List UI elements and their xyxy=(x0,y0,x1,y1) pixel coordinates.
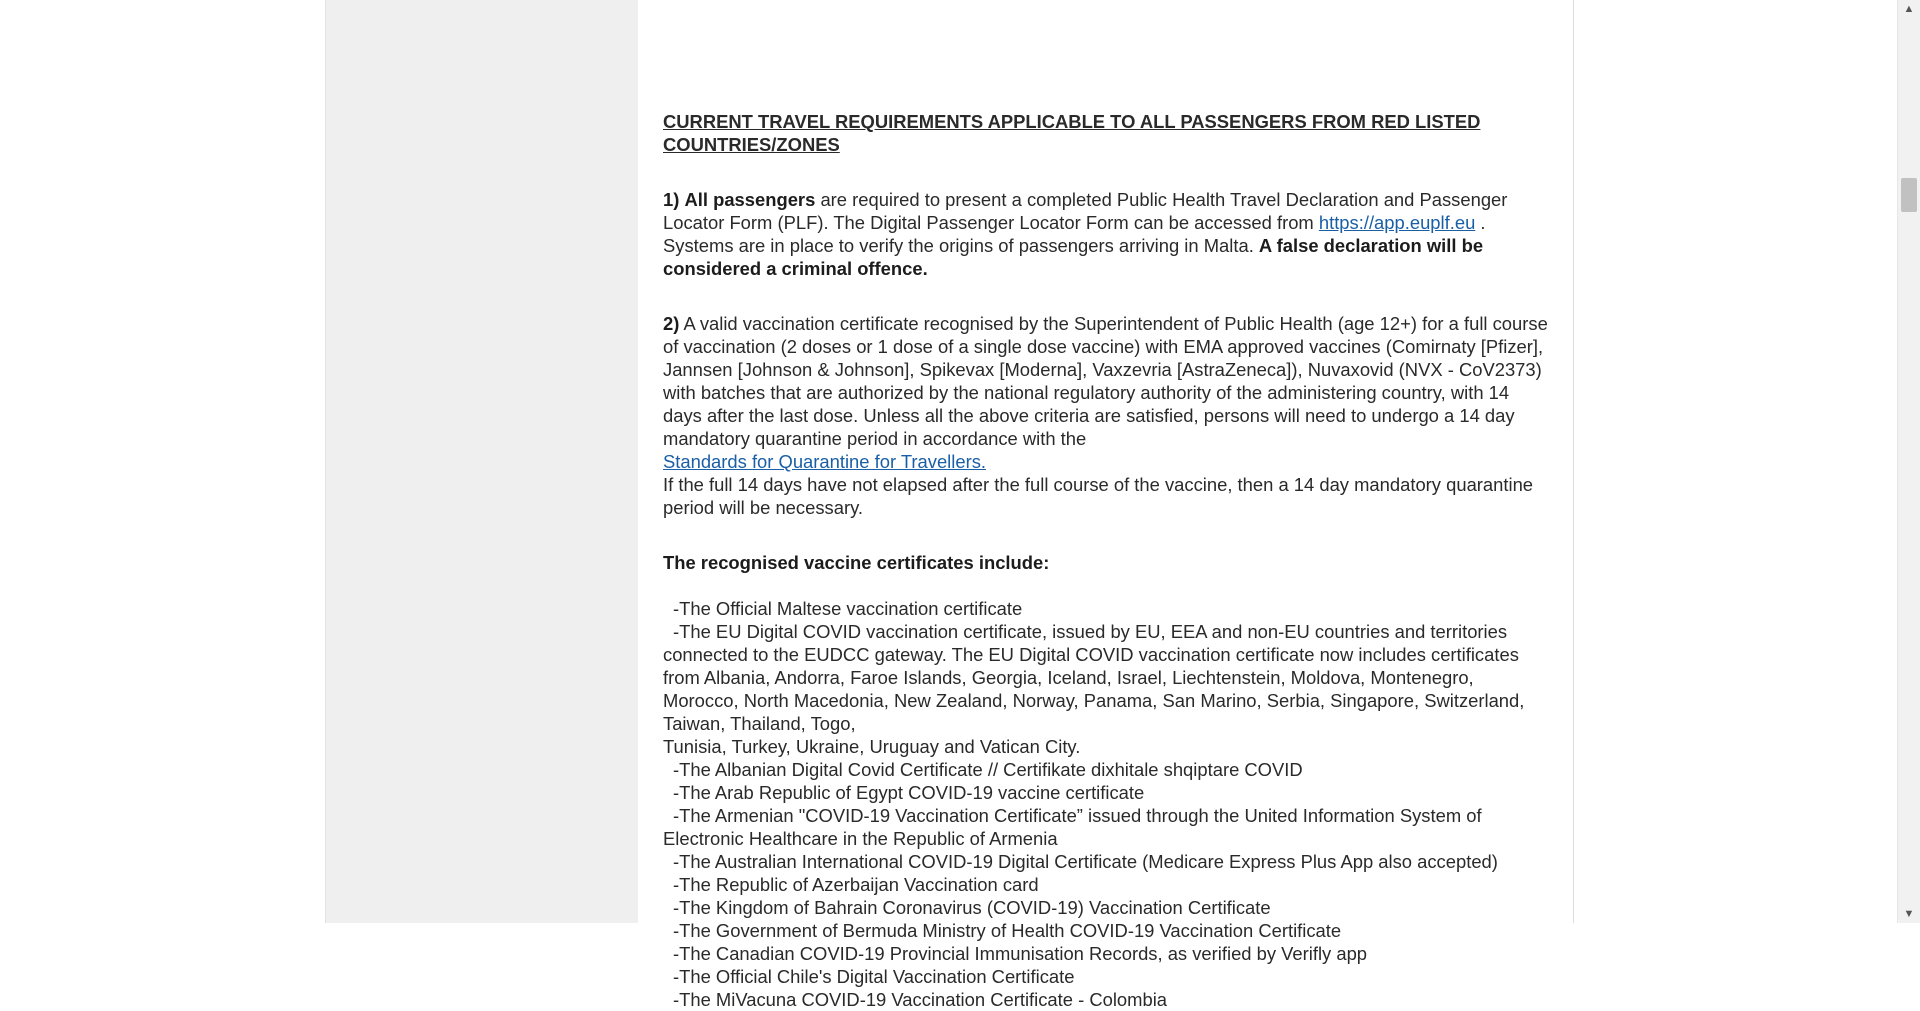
quarantine-standards-line xyxy=(663,450,1553,473)
vertical-scrollbar[interactable] xyxy=(1897,0,1920,923)
euplf-link[interactable]: https://app.euplf.eu xyxy=(1318,212,1476,233)
certificates-heading xyxy=(663,551,1553,574)
scrollbar-thumb[interactable] xyxy=(1901,178,1917,212)
requirement-1-warning: A false declaration will be considered a criminal offence. xyxy=(663,235,1484,279)
requirement-1-text: are required to present a completed Public Health Travel Declaration and Passenger Locator Form (PLF). The Digital Passenger Locator Form can be accessed from xyxy=(663,189,1508,233)
list-item: -The Armenian "COVID-19 Vaccination Certificate” issued through the United Information System of Electronic Healthcare in the Republic of Armenia xyxy=(663,805,1482,849)
scroll-up-arrow-icon[interactable]: ▲ xyxy=(1903,3,1915,15)
requirement-2 xyxy=(663,312,1553,450)
list-item: -The Arab Republic of Egypt COVID-19 vaccine certificate xyxy=(673,782,1145,803)
list-item: -The Kingdom of Bahrain Coronavirus (COVID-19) Vaccination Certificate xyxy=(673,897,1271,918)
section-heading: CURRENT TRAVEL REQUIREMENTS APPLICABLE TO ALL PASSENGERS FROM RED LISTED COUNTRIES/ZONES xyxy=(663,111,1481,155)
requirement-2-number: 2) xyxy=(663,313,680,334)
list-item: -The Albanian Digital Covid Certificate // Certifikate dixhitale shqiptare COVID xyxy=(673,759,1303,780)
certificates-heading-text: The recognised vaccine certificates include: xyxy=(663,552,1050,573)
list-item: -The EU Digital COVID vaccination certificate, issued by EU, EEA and non-EU countries and territories connected to the EUDCC gateway. The EU Digital COVID vaccination certificate now includes certificates from Albania, Andorra, Faroe Islands, Georgia, Iceland, Israel, Liechtenstein, Moldova, Montenegro, Morocco, North Macedonia, New Zealand, Norway, Panama, San Marino, Serbia, Singapore, Switzerland, Taiwan, Thailand, Togo, xyxy=(663,621,1525,734)
list-item: -The Government of Bermuda Ministry of Health COVID-19 Vaccination Certificate xyxy=(673,920,1342,941)
left-side-panel xyxy=(325,0,639,923)
list-item: -The Canadian COVID-19 Provincial Immunisation Records, as verified by Verifly app xyxy=(673,943,1368,964)
list-item: -The Australian International COVID-19 Digital Certificate (Medicare Express Plus App also accepted) xyxy=(673,851,1498,872)
requirement-1-text-b: . Systems are in place to verify the origins of passengers arriving in Malta. xyxy=(663,212,1486,256)
list-item: -The MiVacuna COVID-19 Vaccination Certificate - Colombia xyxy=(673,989,1168,1010)
certificates-list xyxy=(663,597,1553,1011)
requirement-2-after: If the full 14 days have not elapsed after the full course of the vaccine, then a 14 day mandatory quarantine period will be necessary. xyxy=(663,474,1534,518)
article-body xyxy=(663,110,1553,1011)
requirement-1 xyxy=(663,188,1553,280)
scroll-down-arrow-icon[interactable]: ▼ xyxy=(1903,908,1915,920)
requirement-1-number: 1) xyxy=(663,189,680,210)
list-item: Tunisia, Turkey, Ukraine, Uruguay and Vatican City. xyxy=(663,736,1081,757)
list-item: -The Official Maltese vaccination certificate xyxy=(673,598,1023,619)
requirement-1-bold-lead: All passengers xyxy=(684,189,816,210)
requirement-2-text: A valid vaccination certificate recognised by the Superintendent of Public Health (age 12+) for a full course of vaccination (2 doses or 1 dose of a single dose vaccine) with EMA approved vaccines (Comirnaty [Pfizer], Jannsen [Johnson & Johnson], Spikevax [Moderna], Vaxzevria [AstraZeneca]), Nuvaxovid (NVX - CoV2373) with batches that are authorized by the national regulatory authority of the administering country, with 14 days after the last dose. Unless all the above criteria are satisfied, persons will need to undergo a 14 day mandatory quarantine period in accordance with the xyxy=(663,313,1548,449)
list-item: -The Official Chile's Digital Vaccination Certificate xyxy=(673,966,1075,987)
list-item: -The Republic of Azerbaijan Vaccination card xyxy=(673,874,1039,895)
quarantine-standards-link[interactable]: Standards for Quarantine for Travellers. xyxy=(663,451,987,472)
